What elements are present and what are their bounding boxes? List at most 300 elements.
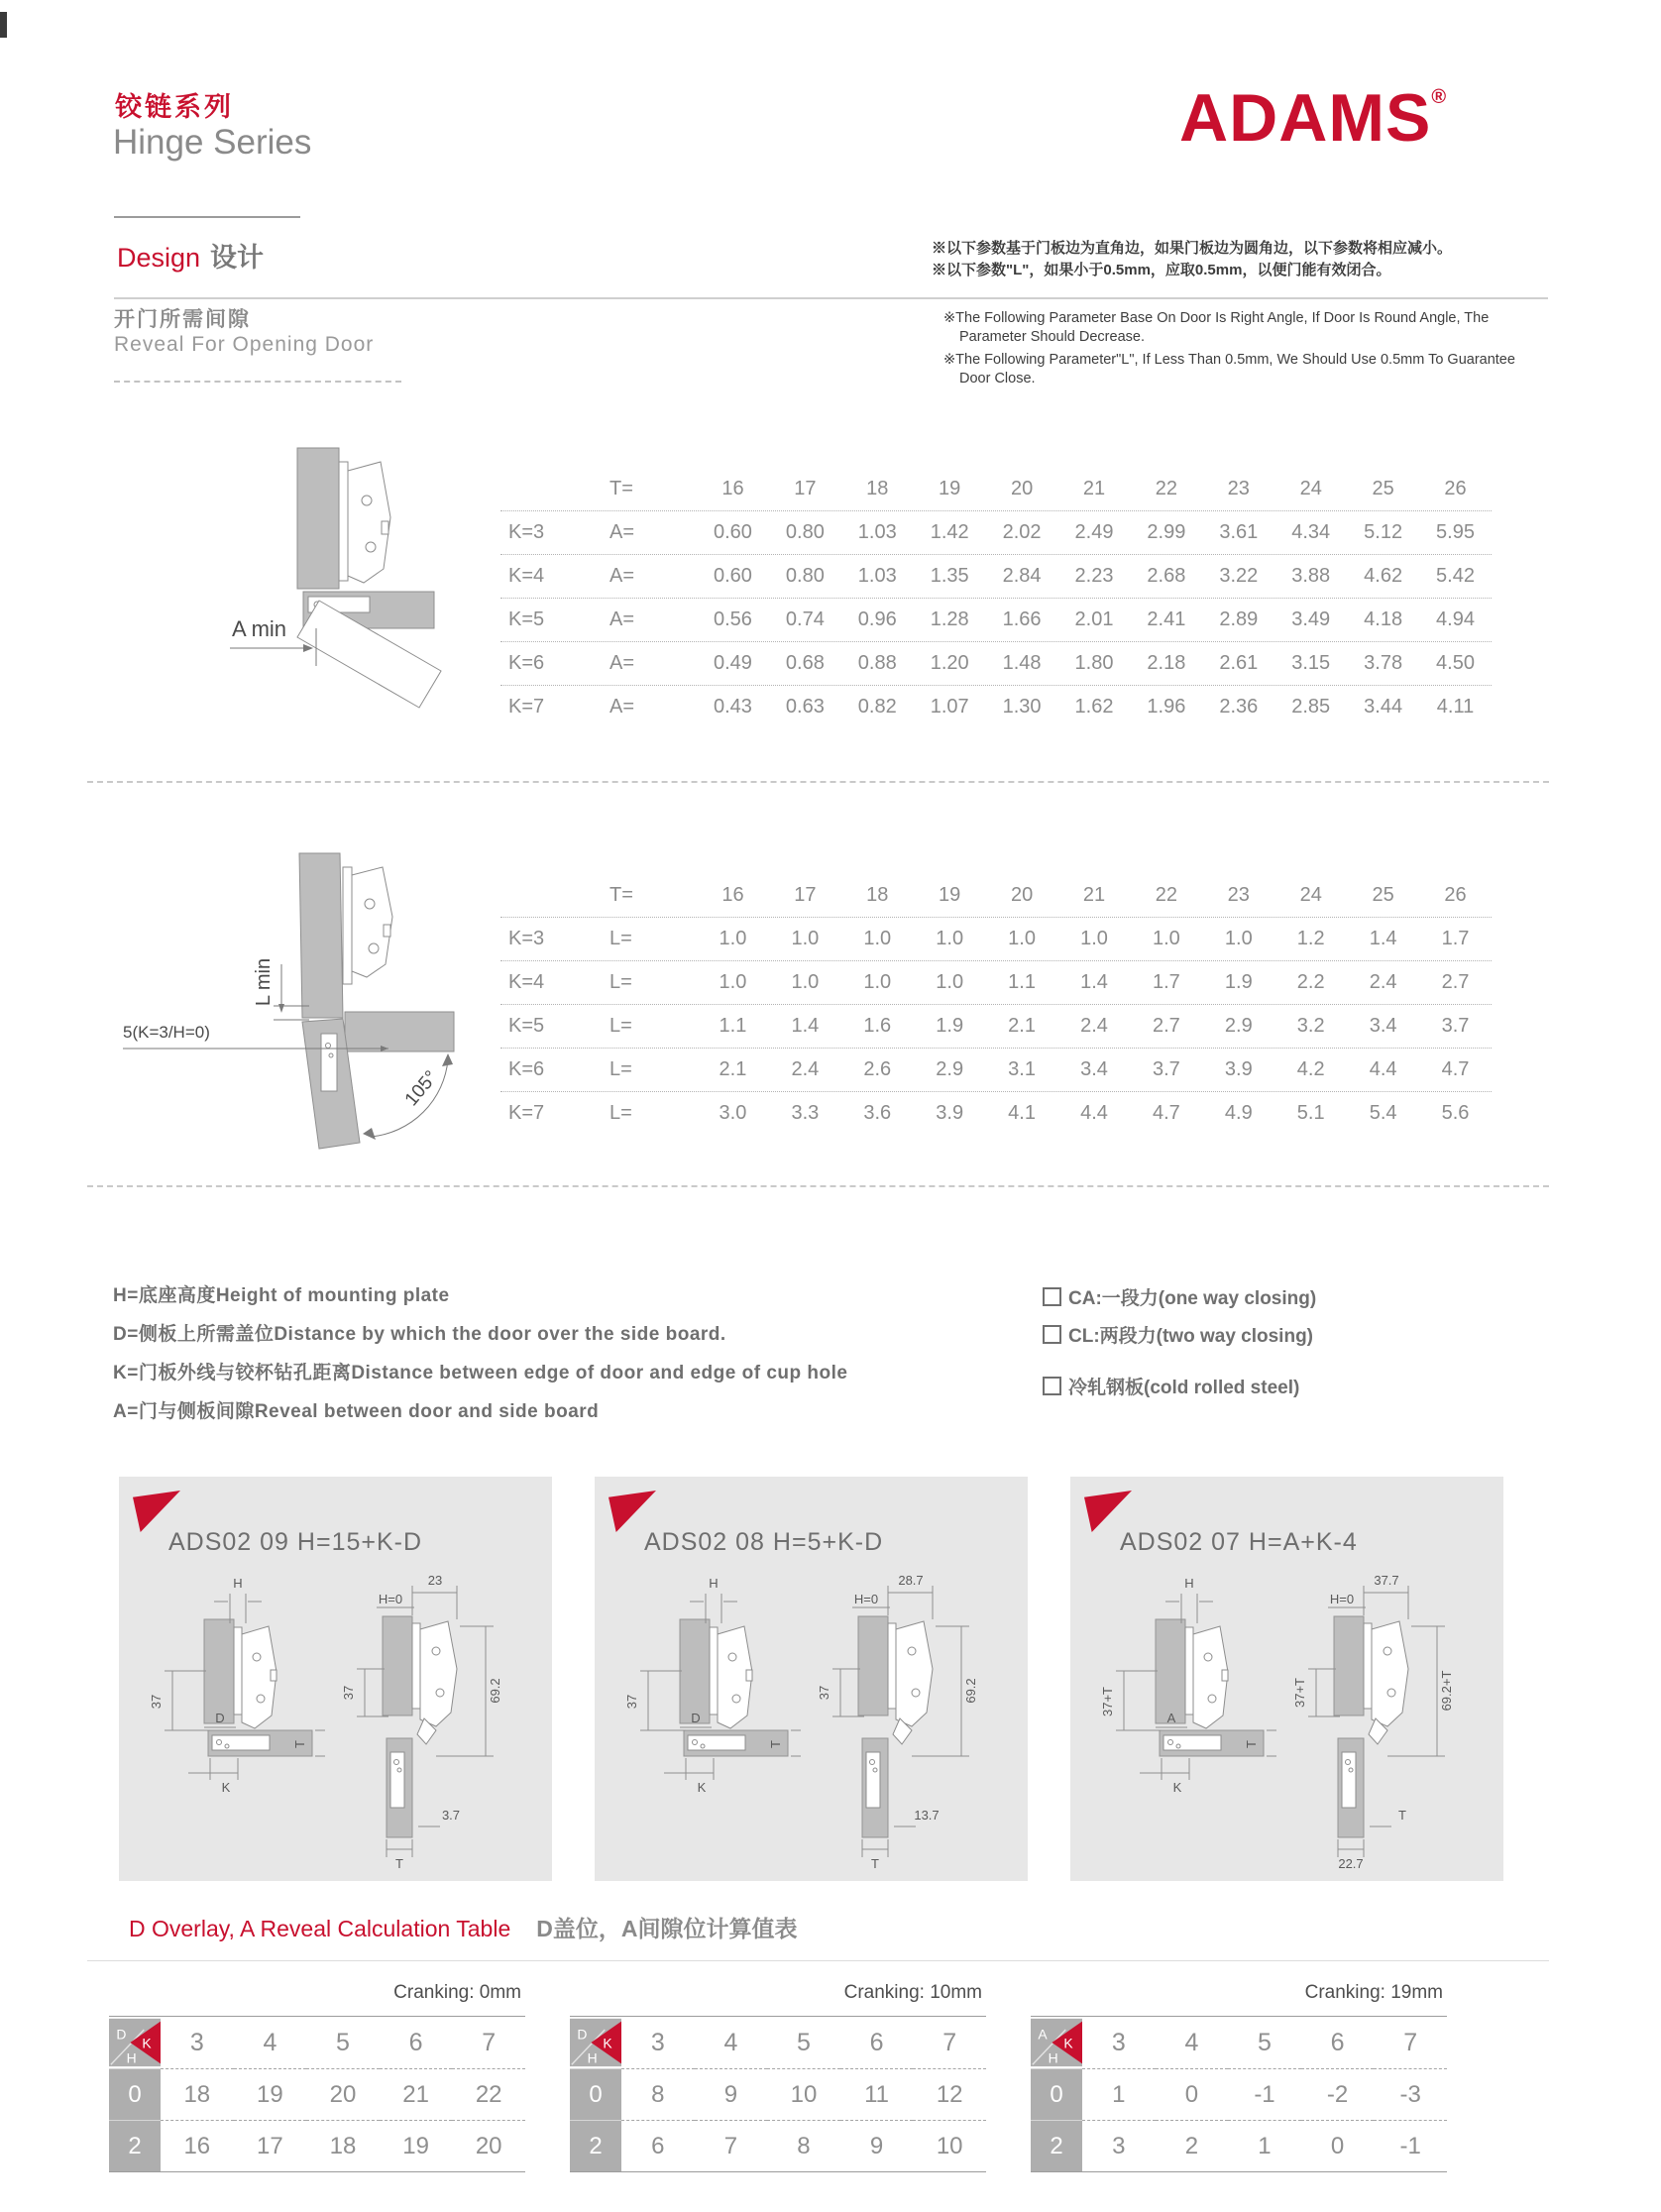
table-cell: 1.96 <box>1147 696 1186 718</box>
table-cell: 0 <box>1301 2120 1375 2171</box>
section-divider <box>87 1185 1549 1187</box>
t-column-header: 21 <box>1082 478 1106 499</box>
corner-cell-diagram <box>109 2017 161 2068</box>
cranking-row <box>109 2068 525 2120</box>
k-label: K=6 <box>508 1058 545 1080</box>
k-column-header: 3 <box>650 2028 665 2056</box>
table-cell: 1.0 <box>791 971 820 993</box>
cranking-header-row <box>1031 2017 1447 2068</box>
table-cell: 1.6 <box>863 1015 892 1037</box>
notes-english <box>943 309 1548 392</box>
k-label: K=5 <box>508 608 545 630</box>
dim-bottom-a: 3.7 <box>441 1808 461 1823</box>
table-cell: 2.18 <box>1147 652 1186 674</box>
table-cell: 16 <box>161 2120 234 2171</box>
table-cell: 1.0 <box>1008 928 1036 949</box>
panel-title: ADS02 07 H=A+K-4 <box>1120 1528 1358 1556</box>
table-cell: 22 <box>452 2068 525 2120</box>
corner-cell-diagram <box>1031 2017 1082 2068</box>
legend-line: H=底座高度Height of mounting plate <box>113 1285 450 1306</box>
table-cell: 4.50 <box>1436 652 1475 674</box>
table-cell: 1.0 <box>719 971 747 993</box>
table-cell: 3.7 <box>1152 1058 1180 1080</box>
table-row <box>500 511 1492 555</box>
table-cell: 1.35 <box>930 565 969 587</box>
table-row <box>500 1049 1492 1092</box>
table-cell: 3.61 <box>1219 521 1259 543</box>
cranking-tables <box>109 1982 1447 2172</box>
table-cell: 1.4 <box>791 1015 820 1037</box>
corner-header-cell <box>570 2017 621 2068</box>
t-column-header: 23 <box>1227 478 1250 499</box>
table-row <box>500 918 1492 961</box>
table-cell: 2.85 <box>1291 696 1331 718</box>
k-label: K=4 <box>508 971 545 993</box>
reveal-title-en: Reveal For Opening Door <box>114 333 375 356</box>
table-cell: 2.7 <box>1152 1015 1180 1037</box>
brand-logo <box>1179 79 1447 157</box>
k-label: K=3 <box>508 521 545 543</box>
note-line: ※以下参数"L"，如果小于0.5mm，应取0.5mm，以便门能有效闭合。 <box>932 262 1391 278</box>
var-label: A= <box>609 521 635 543</box>
table-cell: 1.20 <box>930 652 969 674</box>
table-cell: -3 <box>1374 2068 1447 2120</box>
legend-line: A=门与侧板间隙Reveal between door and side board <box>113 1401 600 1422</box>
t-column-header: 23 <box>1227 884 1250 906</box>
var-label: A= <box>609 565 635 587</box>
a-min-label: A min <box>232 616 287 641</box>
overlay-heading-cn: D盖位，A间隙位计算值表 <box>536 1916 798 1941</box>
dim-37-open: 37+T <box>1292 1678 1307 1708</box>
table-cell: 3.0 <box>719 1102 747 1124</box>
legend-options <box>1043 1280 1316 1407</box>
offset-label: 5(K=3/H=0) <box>123 1023 210 1042</box>
table-cell: 1.1 <box>719 1015 747 1037</box>
table-cell: 1.7 <box>1441 928 1470 949</box>
table-row <box>500 961 1492 1005</box>
legend-option <box>1043 1318 1316 1356</box>
table-cell: 2.6 <box>863 1058 892 1080</box>
dim-top: 28.7 <box>898 1573 924 1588</box>
table-cell: 1 <box>1082 2068 1156 2120</box>
overlay-heading-en: D Overlay, A Reveal Calculation Table <box>129 1916 511 1941</box>
t-column-header: 18 <box>866 884 889 906</box>
panel-diagram <box>127 1572 543 1869</box>
dim-overlay: A <box>1166 1711 1176 1725</box>
table-cell: 10 <box>767 2068 840 2120</box>
table-cell: 3.15 <box>1291 652 1331 674</box>
dim-top: 37.7 <box>1374 1573 1399 1588</box>
table-cell: 3.7 <box>1441 1015 1470 1037</box>
t-column-header: 16 <box>721 884 744 906</box>
corner-bottom-label: H <box>126 2049 137 2066</box>
var-label: L= <box>609 971 632 993</box>
t-column-header: 26 <box>1444 478 1467 499</box>
table-cell: 19 <box>234 2068 307 2120</box>
table-cell: 5.6 <box>1441 1102 1470 1124</box>
table-cell: 4.18 <box>1364 608 1403 630</box>
cranking-header-row <box>109 2017 525 2068</box>
table-cell: 8 <box>621 2068 695 2120</box>
brand-logo-text: ADAMS <box>1179 80 1432 156</box>
dim-t: T <box>768 1740 783 1748</box>
table-cell: 11 <box>840 2068 914 2120</box>
legend-definitions <box>113 1276 847 1431</box>
k-label: K=4 <box>508 565 545 587</box>
table-cell: 4.94 <box>1436 608 1475 630</box>
table-cell: 0.88 <box>857 652 897 674</box>
legend-line: K=门板外线与铰杯钻孔距离Distance between edge of door and edge of cup hole <box>113 1363 848 1383</box>
notes-chinese <box>932 238 1566 281</box>
table-cell: 10 <box>913 2120 986 2171</box>
design-label-cn: 设计 <box>210 243 265 273</box>
cranking-grid <box>109 2016 525 2172</box>
table-cell: 0.49 <box>713 652 752 674</box>
cranking-table <box>570 1982 986 2172</box>
panel-title: ADS02 09 H=15+K-D <box>168 1528 423 1556</box>
table-cell: 5.4 <box>1369 1102 1397 1124</box>
table-cell: 1.0 <box>936 971 964 993</box>
reveal-l-table <box>500 874 1492 1135</box>
legend-option <box>1043 1280 1316 1318</box>
dim-k: K <box>221 1780 231 1795</box>
dim-h: H <box>233 1576 243 1591</box>
table-cell: 20 <box>306 2068 380 2120</box>
table-cell: 12 <box>913 2068 986 2120</box>
corner-top-label: D <box>116 2026 127 2043</box>
table-cell: 3.2 <box>1296 1015 1325 1037</box>
corner-flag-icon <box>133 1491 180 1532</box>
cranking-grid <box>570 2016 986 2172</box>
k-column-header: 7 <box>942 2028 957 2056</box>
k-column-header: 5 <box>1258 2028 1272 2056</box>
t-column-header: 22 <box>1155 478 1178 499</box>
table-cell: 0.60 <box>713 521 752 543</box>
checkbox-icon <box>1043 1325 1061 1344</box>
l-min-label: L min <box>253 957 275 1007</box>
dim-692: 69.2+T <box>1439 1670 1454 1712</box>
legend-line: D=侧板上所需盖位Distance by which the door over the side board. <box>113 1324 726 1345</box>
k-column-header: 6 <box>408 2028 423 2056</box>
section-divider <box>87 781 1549 783</box>
corner-bottom-label: H <box>587 2049 598 2066</box>
h-row-label: 2 <box>109 2120 161 2171</box>
table-cell: 5.95 <box>1436 521 1475 543</box>
k-column-header: 3 <box>189 2028 204 2056</box>
note-line: ※The Following Parameter"L", If Less Than 0.5mm, We Should Use 0.5mm To Guarantee Door Close. <box>943 352 1515 387</box>
table-cell: 2.84 <box>1002 565 1042 587</box>
table-cell: 1.42 <box>930 521 969 543</box>
dim-h: H <box>709 1576 719 1591</box>
corner-header-cell <box>1031 2017 1082 2068</box>
dim-bottom-b: T <box>395 1856 403 1869</box>
cranking-table <box>109 1982 525 2172</box>
t-column-header: 24 <box>1299 478 1322 499</box>
h-row-label: 2 <box>1031 2120 1082 2171</box>
table-cell: 1.0 <box>1152 928 1180 949</box>
dim-37: 37+T <box>1100 1687 1115 1716</box>
table-cell: 1.03 <box>857 565 897 587</box>
table-cell: 3.9 <box>1224 1058 1253 1080</box>
product-panel <box>119 1477 552 1881</box>
k-label: K=3 <box>508 928 545 949</box>
table-cell: 9 <box>840 2120 914 2171</box>
var-label: L= <box>609 928 632 949</box>
design-label-en: Design <box>117 243 201 273</box>
table-header-row <box>500 468 1492 511</box>
k-column-header: 4 <box>263 2028 277 2056</box>
header-divider <box>114 297 1548 299</box>
table-cell: 4.7 <box>1152 1102 1180 1124</box>
dim-bottom-a: T <box>1398 1808 1406 1823</box>
product-panels <box>119 1477 1503 1881</box>
table-cell: 1.2 <box>1296 928 1325 949</box>
h-row-label: 0 <box>109 2068 161 2120</box>
table-cell: 2.41 <box>1147 608 1186 630</box>
var-label: A= <box>609 608 635 630</box>
table-cell: 1.9 <box>1224 971 1253 993</box>
table-cell: -2 <box>1301 2068 1375 2120</box>
reveal-title-cn: 开门所需间隙 <box>114 308 251 331</box>
table-cell: 21 <box>380 2068 453 2120</box>
t-column-header: 20 <box>1010 884 1034 906</box>
h-row-label: 0 <box>1031 2068 1082 2120</box>
k-column-header: 3 <box>1111 2028 1126 2056</box>
legend-option <box>1043 1370 1316 1407</box>
diagram-l-min <box>99 837 456 1164</box>
corner-header-cell <box>109 2017 161 2068</box>
checkbox-icon <box>1043 1377 1061 1395</box>
table-row <box>500 1092 1492 1135</box>
table-cell: 2.4 <box>1369 971 1397 993</box>
t-column-header: 19 <box>939 478 961 499</box>
t-column-header: 19 <box>939 884 961 906</box>
k-label: K=6 <box>508 652 545 674</box>
title-divider <box>114 216 300 218</box>
table-cell: 2.7 <box>1441 971 1470 993</box>
dim-bottom-a: 13.7 <box>914 1808 940 1823</box>
panel-title: ADS02 08 H=5+K-D <box>644 1528 884 1556</box>
product-panel <box>1070 1477 1503 1881</box>
table-cell: 1 <box>1228 2120 1301 2171</box>
t-column-header: 21 <box>1082 884 1106 906</box>
h-row-label: 2 <box>570 2120 621 2171</box>
t-column-header: 22 <box>1155 884 1178 906</box>
k-column-header: 7 <box>482 2028 497 2056</box>
reveal-a-table <box>500 468 1492 728</box>
table-cell: 5.1 <box>1296 1102 1325 1124</box>
table-cell: 3.9 <box>936 1102 964 1124</box>
table-cell: 1.30 <box>1002 696 1042 718</box>
dim-37-open: 37 <box>341 1685 356 1701</box>
table-cell: 4.4 <box>1080 1102 1108 1124</box>
dim-overlay: D <box>691 1711 701 1725</box>
product-panel <box>595 1477 1028 1881</box>
table-cell: 2.9 <box>1224 1015 1253 1037</box>
table-cell: 1.03 <box>857 521 897 543</box>
k-label: K=5 <box>508 1015 545 1037</box>
print-mark <box>0 12 7 38</box>
corner-k-label: K <box>142 2035 152 2051</box>
dim-bottom-b: 22.7 <box>1338 1856 1364 1869</box>
table-cell: 1.80 <box>1074 652 1114 674</box>
table-cell: 8 <box>767 2120 840 2171</box>
dim-top: 23 <box>427 1573 443 1588</box>
var-label: L= <box>609 1058 632 1080</box>
overlay-divider <box>87 1960 1549 1961</box>
k-column-header: 7 <box>1403 2028 1418 2056</box>
t-column-header: 17 <box>794 478 817 499</box>
note-line: ※The Following Parameter Base On Door Is Right Angle, If Door Is Round Angle, The Parameter Should Decrease. <box>943 310 1490 345</box>
t-column-header: 25 <box>1372 478 1394 499</box>
table-cell: 1.4 <box>1080 971 1108 993</box>
table-cell: 3.6 <box>863 1102 892 1124</box>
table-cell: 3.78 <box>1364 652 1403 674</box>
table-cell: 1.0 <box>863 928 892 949</box>
t-column-header: 25 <box>1372 884 1394 906</box>
table-cell: 1.62 <box>1074 696 1114 718</box>
k-column-header: 6 <box>1330 2028 1345 2056</box>
table-cell: 0.74 <box>785 608 825 630</box>
corner-flag-icon <box>1084 1491 1132 1532</box>
table-cell: 0.80 <box>785 565 825 587</box>
dim-t: T <box>292 1740 307 1748</box>
table-cell: 2 <box>1156 2120 1229 2171</box>
table-cell: 1.0 <box>936 928 964 949</box>
table-cell: 4.62 <box>1364 565 1403 587</box>
table-cell: 2.89 <box>1219 608 1259 630</box>
var-label: A= <box>609 696 635 718</box>
table-cell: 2.4 <box>1080 1015 1108 1037</box>
t-column-header: 16 <box>721 478 744 499</box>
k-label: K=7 <box>508 696 545 718</box>
table-row <box>500 686 1492 728</box>
table-cell: 3.22 <box>1219 565 1259 587</box>
table-cell: 0.63 <box>785 696 825 718</box>
table-cell: 2.4 <box>791 1058 820 1080</box>
table-cell: 0.56 <box>713 608 752 630</box>
table-cell: 0 <box>1156 2068 1229 2120</box>
table-cell: 2.49 <box>1074 521 1114 543</box>
table-cell: 1.28 <box>930 608 969 630</box>
table-cell: 0.43 <box>713 696 752 718</box>
table-row <box>500 1005 1492 1049</box>
corner-top-label: A <box>1038 2026 1048 2043</box>
legend-option-label: CL:两段力(two way closing) <box>1068 1326 1314 1347</box>
dim-692: 69.2 <box>488 1678 502 1704</box>
corner-top-label: D <box>577 2026 588 2043</box>
dim-692: 69.2 <box>963 1678 978 1704</box>
overlay-heading <box>129 1911 797 1943</box>
table-cell: 2.9 <box>936 1058 964 1080</box>
table-cell: 3 <box>1082 2120 1156 2171</box>
table-cell: 0.60 <box>713 565 752 587</box>
table-cell: 18 <box>161 2068 234 2120</box>
table-row <box>500 599 1492 642</box>
table-cell: 18 <box>306 2120 380 2171</box>
corner-k-label: K <box>603 2035 612 2051</box>
table-cell: 19 <box>380 2120 453 2171</box>
var-label: L= <box>609 1015 632 1037</box>
table-cell: 2.01 <box>1074 608 1114 630</box>
table-cell: 5.42 <box>1436 565 1475 587</box>
checkbox-icon <box>1043 1287 1061 1306</box>
table-cell: 3.4 <box>1369 1015 1397 1037</box>
angle-label: 105° <box>400 1066 443 1111</box>
dim-37-open: 37 <box>817 1685 831 1701</box>
table-cell: 2.2 <box>1296 971 1325 993</box>
table-cell: 2.23 <box>1074 565 1114 587</box>
dim-37: 37 <box>149 1694 164 1710</box>
section-design <box>117 236 264 275</box>
table-cell: 4.7 <box>1441 1058 1470 1080</box>
page-title-en: Hinge Series <box>113 123 312 162</box>
table-cell: 3.88 <box>1291 565 1331 587</box>
dim-t: T <box>1244 1740 1259 1748</box>
var-label: L= <box>609 1102 632 1124</box>
table-cell: 2.36 <box>1219 696 1259 718</box>
table-cell: 9 <box>695 2068 768 2120</box>
diagram-a-min <box>147 426 474 723</box>
table-cell: 1.0 <box>1080 928 1108 949</box>
k-column-header: 4 <box>723 2028 738 2056</box>
table-cell: 17 <box>234 2120 307 2171</box>
t-column-header: 18 <box>866 478 889 499</box>
dim-overlay: D <box>215 1711 225 1725</box>
cranking-row <box>570 2068 986 2120</box>
table-cell: 1.48 <box>1002 652 1042 674</box>
k-column-header: 6 <box>869 2028 884 2056</box>
table-cell: 4.34 <box>1291 521 1331 543</box>
t-header: T= <box>609 478 633 499</box>
cranking-row <box>109 2120 525 2171</box>
table-cell: 2.99 <box>1147 521 1186 543</box>
table-cell: 5.12 <box>1364 521 1403 543</box>
t-column-header: 17 <box>794 884 817 906</box>
h-row-label: 0 <box>570 2068 621 2120</box>
cranking-grid <box>1031 2016 1447 2172</box>
cranking-row <box>1031 2068 1447 2120</box>
table-cell: -1 <box>1228 2068 1301 2120</box>
table-cell: 4.2 <box>1296 1058 1325 1080</box>
table-cell: 1.0 <box>791 928 820 949</box>
table-cell: 0.96 <box>857 608 897 630</box>
table-header-row <box>500 874 1492 918</box>
dim-k: K <box>697 1780 707 1795</box>
dim-k: K <box>1172 1780 1182 1795</box>
table-cell: 1.9 <box>936 1015 964 1037</box>
t-column-header: 26 <box>1444 884 1467 906</box>
dim-h: H <box>1184 1576 1194 1591</box>
page-title-cn: 铰链系列 <box>115 92 234 122</box>
table-row <box>500 642 1492 686</box>
note-line: ※以下参数基于门板边为直角边，如果门板边为圆角边，以下参数将相应减小。 <box>932 240 1453 257</box>
table-cell: 3.44 <box>1364 696 1403 718</box>
table-cell: 1.1 <box>1008 971 1036 993</box>
panel-diagram <box>603 1572 1019 1869</box>
corner-bottom-label: H <box>1048 2049 1058 2066</box>
cranking-title: Cranking: 19mm <box>1304 1982 1443 2003</box>
t-column-header: 24 <box>1299 884 1322 906</box>
table-cell: 1.0 <box>863 971 892 993</box>
table-cell: 4.4 <box>1369 1058 1397 1080</box>
table-cell: 1.4 <box>1369 928 1397 949</box>
table-cell: 0.68 <box>785 652 825 674</box>
registered-mark: ® <box>1431 86 1448 108</box>
dim-h0: H=0 <box>853 1592 879 1606</box>
t-column-header: 20 <box>1010 478 1034 499</box>
panel-diagram <box>1078 1572 1495 1869</box>
